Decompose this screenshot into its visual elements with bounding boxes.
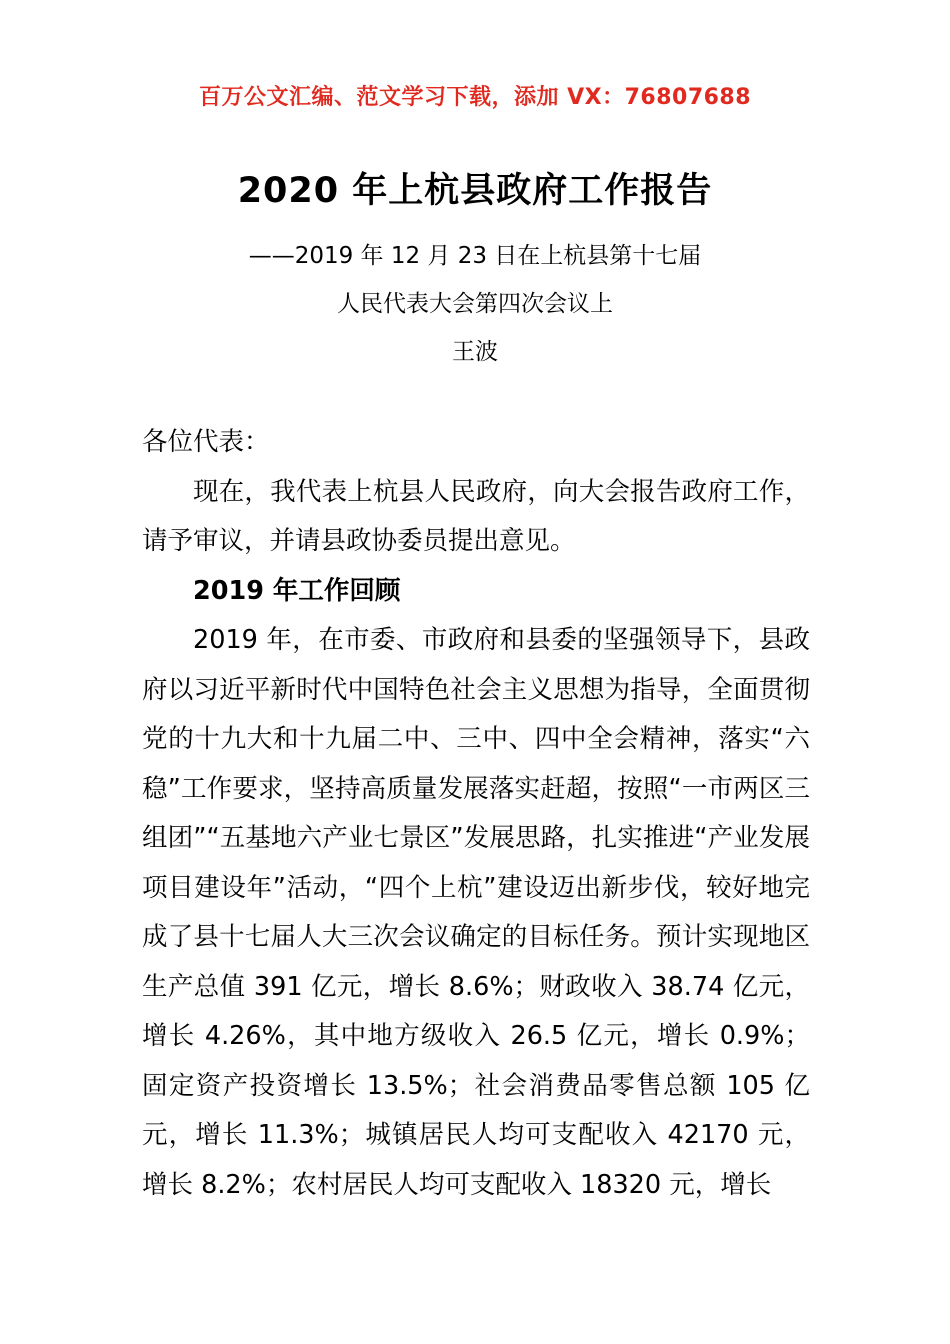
subtitle-line-1: ——2019 年 12 月 23 日在上杭县第十七届 — [248, 243, 702, 269]
watermark-text: 百万公文汇编、范文学习下载，添加 VX：76807688 — [198, 85, 752, 110]
title-block — [0, 168, 950, 376]
salutation: 各位代表： — [142, 427, 270, 457]
author-name: 王波 — [452, 339, 498, 365]
paragraph-2019-review: 2019 年，在市委、市政府和县委的坚强领导下，县政府以习近平新时代中国特色社会主义思想为指导，全面贯彻党的十九大和十九届二中、三中、四中全会精神，落实“六稳”工作要求，坚持高质量发展落实赶超，按照“一市两区三组团”“五基地六产业七景区”发展思路，扎实推进“产业发展项目建设年”活动，“四个上杭”建设迈出新步伐，较好地完成了县十七届人大三次会议确定的目标任务。预计实现地区生产总值 391 亿元，增长 8.6%；财政收入 38.74 亿元，增长 4.26%，其中地方级收入 26.5 亿元，增长 0.9%；固定资产投资增长 13.5%；社会消费品零售总额 105 亿元，增长 11.3%；城镇居民人均可支配收入 42170 元，增长 8.2%；农村居民人均可支配收入 18320 元，增长 — [142, 625, 810, 1200]
page-title: 2020 年上杭县政府工作报告 — [237, 171, 713, 211]
paragraph-opening: 现在，我代表上杭县人民政府，向大会报告政府工作，请予审议，并请县政协委员提出意见。 — [142, 476, 810, 556]
document-body — [142, 418, 810, 1210]
subtitle-line-2: 人民代表大会第四次会议上 — [337, 291, 613, 317]
section-heading-2019-review: 2019 年工作回顾 — [193, 575, 401, 606]
